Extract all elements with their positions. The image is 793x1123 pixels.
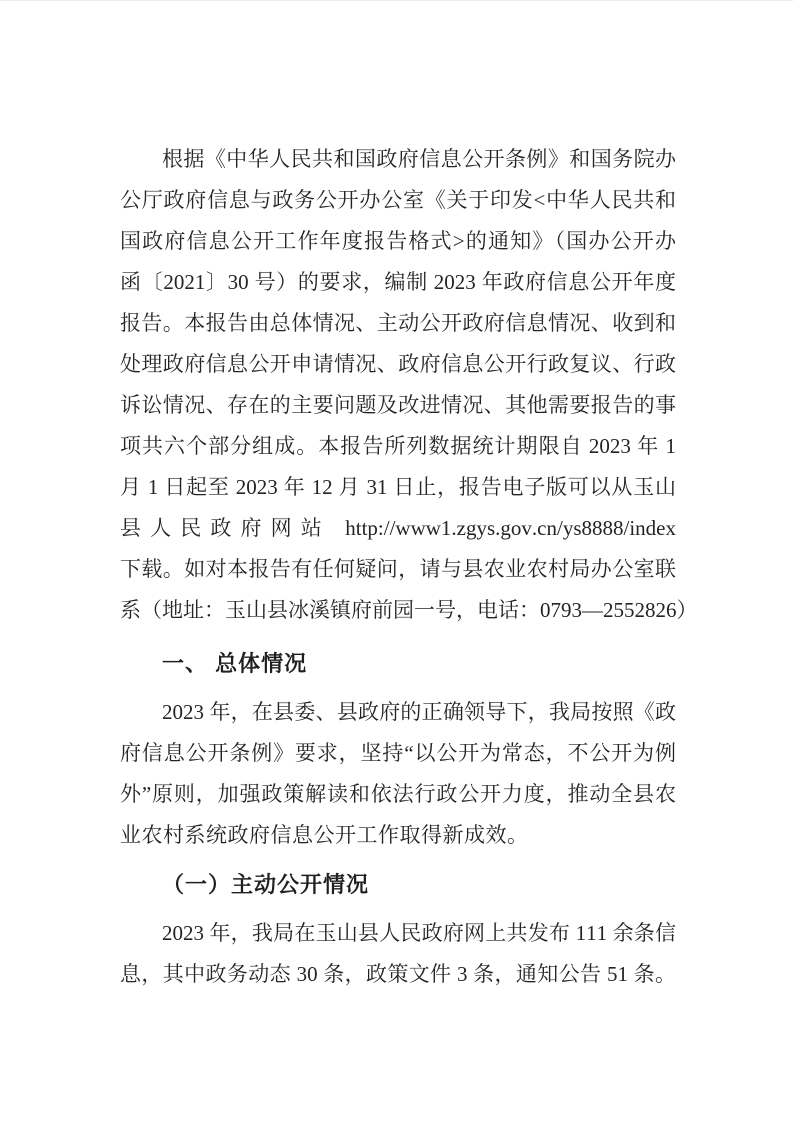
paragraph-intro	[120, 139, 698, 631]
text-line: 诉讼情况、存在的主要问题及改进情况、其他需要报告的事	[120, 393, 676, 417]
paragraph-overall-situation	[120, 692, 676, 856]
text-line: 处理政府信息公开申请情况、政府信息公开行政复议、行政	[120, 352, 676, 376]
text-line: 函〔2021〕30 号）的要求，编制 2023 年政府信息公开年度	[120, 270, 676, 294]
text-line: 息，其中政务动态 30 条，政策文件 3 条，通知公告 51 条。	[120, 962, 676, 986]
text-line: 项共六个部分组成。本报告所列数据统计期限自 2023 年 1	[120, 434, 676, 458]
text-line: 报告。本报告由总体情况、主动公开政府信息情况、收到和	[120, 311, 676, 335]
text-line: 国政府信息公开工作年度报告格式>的通知》（国办公开办	[120, 229, 676, 253]
section-heading-overall-situation: 一、 总体情况	[162, 651, 308, 676]
text-line: 2023 年，在县委、县政府的正确领导下，我局按照《政	[162, 700, 676, 724]
text-line: 2023 年，我局在玉山县人民政府网上共发布 111 余条信	[162, 921, 676, 945]
text-line: 业农村系统政府信息公开工作取得新成效。	[120, 823, 529, 847]
text-line-website-url: 县人民政府网站 http://www1.zgys.gov.cn/ys8888/index	[120, 516, 676, 540]
text-line: 根据《中华人民共和国政府信息公开条例》和国务院办	[162, 147, 676, 171]
text-line: 外”原则，加强政策解读和依法行政公开力度，推动全县农	[120, 782, 676, 806]
document-content	[120, 139, 698, 995]
paragraph-proactive-disclosure	[120, 913, 676, 995]
text-line: 月 1 日起至 2023 年 12 月 31 日止，报告电子版可以从玉山	[120, 475, 676, 499]
text-line: 下载。如对本报告有任何疑问，请与县农业农村局办公室联	[120, 557, 676, 581]
text-line: 府信息公开条例》要求，坚持“以公开为常态，不公开为例	[120, 741, 676, 765]
text-line: 公厅政府信息与政务公开办公室《关于印发<中华人民共和	[120, 188, 676, 212]
text-line-contact-info: 系（地址：玉山县冰溪镇府前园一号，电话：0793—2552826）	[120, 598, 698, 622]
subsection-heading-proactive-disclosure: （一）主动公开情况	[162, 872, 370, 897]
